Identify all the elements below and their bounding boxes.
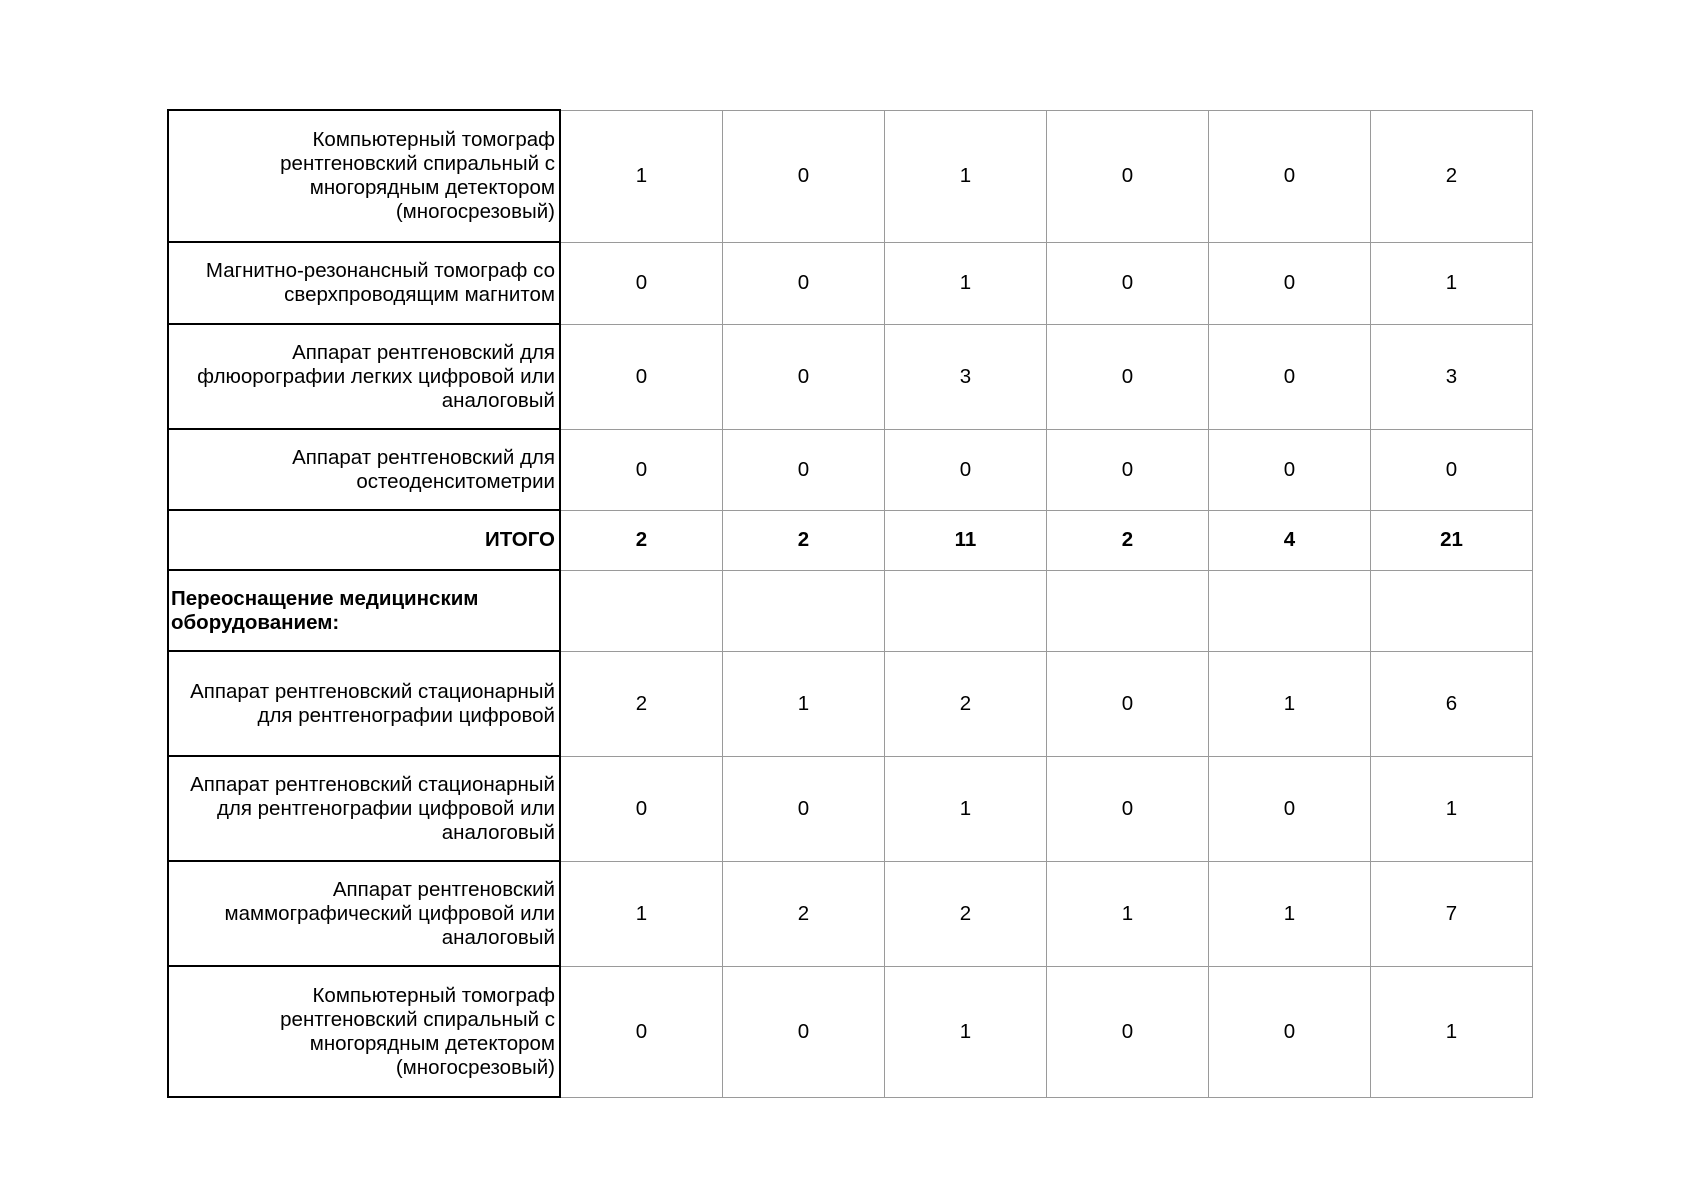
value-cell: 2 [1047, 510, 1209, 570]
value-cell: 0 [1209, 756, 1371, 861]
value-cell: 1 [885, 756, 1047, 861]
value-cell: 0 [1209, 242, 1371, 324]
value-cell: 0 [1209, 324, 1371, 429]
table-body [168, 110, 1533, 1097]
value-cell: 2 [723, 510, 885, 570]
row-label: Аппарат рентгеновский стационарный для рентгенографии цифровой или аналоговый [168, 756, 560, 861]
value-cell: 1 [885, 110, 1047, 242]
row-label: Компьютерный томограф рентгеновский спиральный с многорядным детектором (многосрезовый) [168, 966, 560, 1097]
value-cell [723, 570, 885, 651]
value-cell: 1 [885, 966, 1047, 1097]
value-cell: 1 [885, 242, 1047, 324]
value-cell: 0 [723, 110, 885, 242]
table-row [168, 324, 1533, 429]
row-label: Аппарат рентгеновский маммографический цифровой или аналоговый [168, 861, 560, 966]
row-label: Магнитно-резонансный томограф со сверхпроводящим магнитом [168, 242, 560, 324]
table-row [168, 242, 1533, 324]
value-cell: 0 [723, 756, 885, 861]
value-cell: 0 [723, 242, 885, 324]
value-cell [885, 570, 1047, 651]
value-cell: 1 [560, 861, 723, 966]
section-label: Переоснащение медицинским оборудованием: [168, 570, 560, 651]
value-cell: 4 [1209, 510, 1371, 570]
value-cell: 1 [723, 651, 885, 756]
total-row [168, 510, 1533, 570]
value-cell: 0 [1047, 651, 1209, 756]
value-cell: 2 [560, 510, 723, 570]
value-cell: 2 [560, 651, 723, 756]
table-row [168, 756, 1533, 861]
row-label: Аппарат рентгеновский для флюорографии легких цифровой или аналоговый [168, 324, 560, 429]
row-total-cell: 0 [1371, 429, 1533, 510]
table-row [168, 110, 1533, 242]
value-cell: 1 [1047, 861, 1209, 966]
table-row [168, 429, 1533, 510]
row-total-cell [1371, 570, 1533, 651]
row-total-cell: 1 [1371, 242, 1533, 324]
row-total-cell: 21 [1371, 510, 1533, 570]
value-cell: 1 [1209, 861, 1371, 966]
value-cell: 0 [1209, 966, 1371, 1097]
value-cell [1209, 570, 1371, 651]
value-cell: 0 [1047, 242, 1209, 324]
row-total-cell: 1 [1371, 966, 1533, 1097]
value-cell: 0 [1047, 966, 1209, 1097]
table-row [168, 861, 1533, 966]
table-row [168, 966, 1533, 1097]
value-cell: 0 [723, 324, 885, 429]
value-cell: 2 [885, 651, 1047, 756]
row-total-cell: 6 [1371, 651, 1533, 756]
value-cell: 0 [1209, 429, 1371, 510]
value-cell: 0 [723, 966, 885, 1097]
row-label: Аппарат рентгеновский для остеоденситометрии [168, 429, 560, 510]
equipment-table [167, 109, 1533, 1098]
section-header-row [168, 570, 1533, 651]
value-cell: 0 [1047, 756, 1209, 861]
row-total-cell: 2 [1371, 110, 1533, 242]
value-cell: 0 [885, 429, 1047, 510]
value-cell: 1 [560, 110, 723, 242]
value-cell: 1 [1209, 651, 1371, 756]
value-cell: 11 [885, 510, 1047, 570]
row-total-cell: 1 [1371, 756, 1533, 861]
value-cell: 2 [723, 861, 885, 966]
value-cell [1047, 570, 1209, 651]
value-cell: 0 [560, 242, 723, 324]
value-cell: 0 [1209, 110, 1371, 242]
row-label: ИТОГО [168, 510, 560, 570]
row-total-cell: 7 [1371, 861, 1533, 966]
value-cell: 0 [560, 429, 723, 510]
table-row [168, 651, 1533, 756]
value-cell: 3 [885, 324, 1047, 429]
row-label: Аппарат рентгеновский стационарный для рентгенографии цифровой [168, 651, 560, 756]
value-cell: 0 [560, 966, 723, 1097]
row-label: Компьютерный томограф рентгеновский спиральный с многорядным детектором (многосрезовый) [168, 110, 560, 242]
value-cell: 2 [885, 861, 1047, 966]
value-cell: 0 [1047, 324, 1209, 429]
value-cell: 0 [1047, 110, 1209, 242]
value-cell: 0 [1047, 429, 1209, 510]
value-cell: 0 [723, 429, 885, 510]
value-cell: 0 [560, 324, 723, 429]
value-cell: 0 [560, 756, 723, 861]
row-total-cell: 3 [1371, 324, 1533, 429]
value-cell [560, 570, 723, 651]
